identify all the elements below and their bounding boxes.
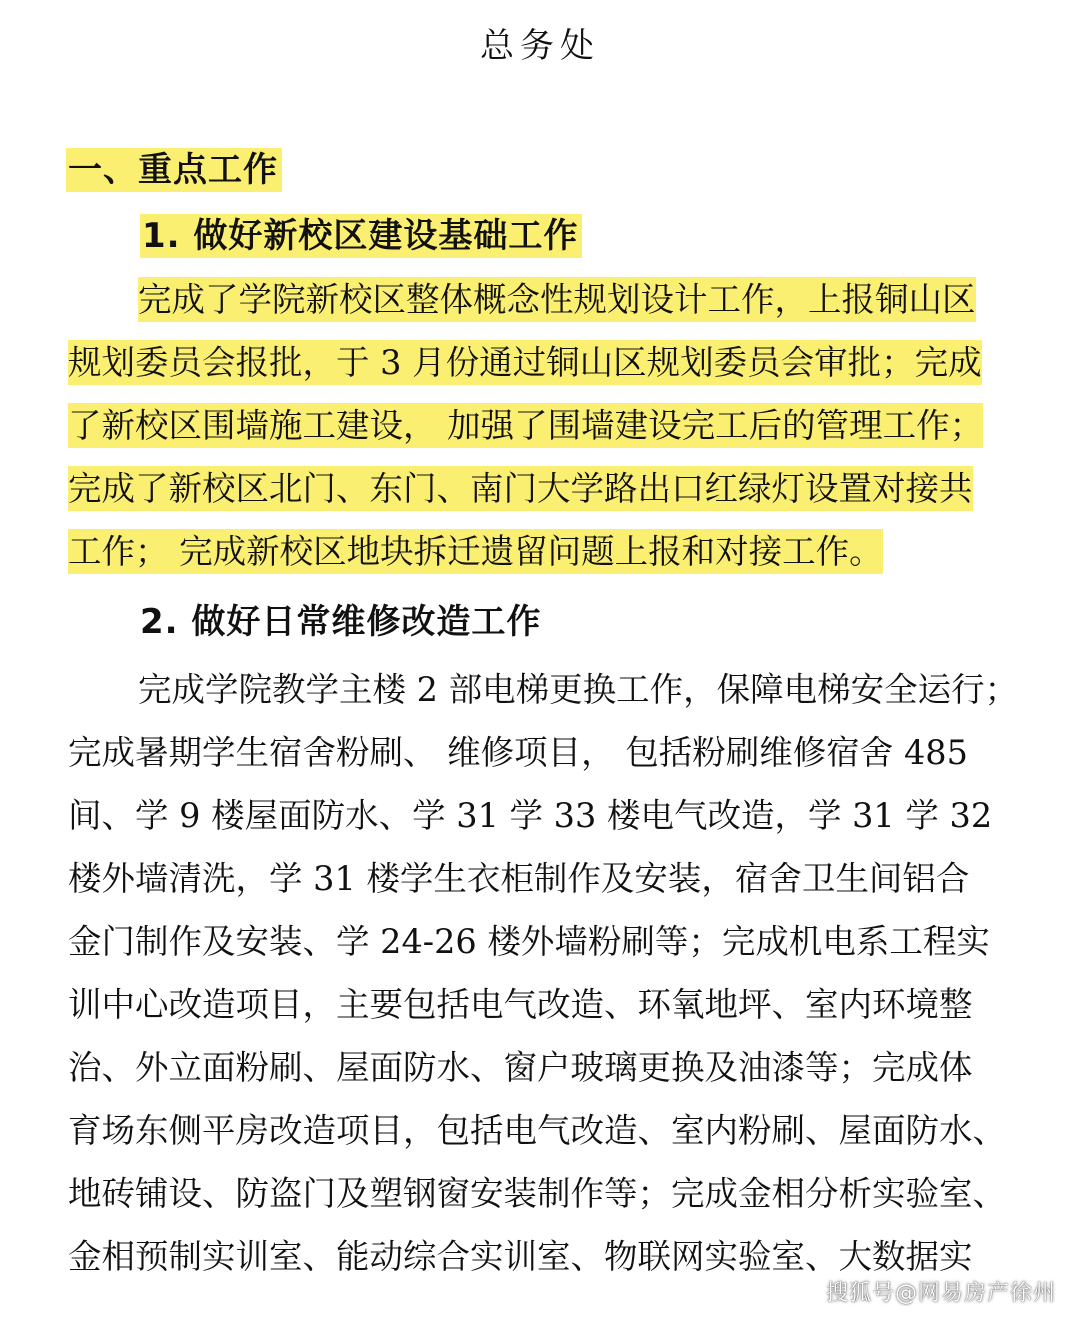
paragraph-line xyxy=(68,331,1048,394)
page-title: 总务处 xyxy=(480,26,600,66)
line-text: 育场东侧平房改造项目，包括电气改造、室内粉刷、屋面防水、 xyxy=(68,1111,1006,1150)
paragraph-line xyxy=(68,658,1048,721)
paragraph-line xyxy=(68,910,1048,973)
subsection-1-paragraph xyxy=(68,268,1048,583)
subsection-1-heading-text: 1. 做好新校区建设基础工作 xyxy=(140,214,582,258)
section-heading-text: 一、重点工作 xyxy=(66,148,282,192)
paragraph-line xyxy=(68,1036,1048,1099)
paragraph-line xyxy=(68,721,1048,784)
paragraph-line xyxy=(68,394,1048,457)
line-text: 完成暑期学生宿舍粉刷、 维修项目， 包括粉刷维修宿舍 485 xyxy=(68,733,968,772)
line-text: 规划委员会报批，于 3 月份通过铜山区规划委员会审批；完成 xyxy=(68,340,982,385)
line-text: 训中心改造项目，主要包括电气改造、环氧地坪、室内环境整 xyxy=(68,985,973,1024)
line-text: 楼外墙清洗，学 31 楼学生衣柜制作及安装，宿舍卫生间铝合 xyxy=(68,859,970,898)
subsection-2-heading-text: 2. 做好日常维修改造工作 xyxy=(140,602,542,642)
line-text: 完成了学院新校区整体概念性规划设计工作，上报铜山区 xyxy=(138,277,976,322)
line-text: 完成学院教学主楼 2 部电梯更换工作，保障电梯安全运行； xyxy=(138,670,1019,709)
line-text: 间、学 9 楼屋面防水、学 31 学 33 楼电气改造，学 31 学 32 xyxy=(68,796,993,835)
line-text: 工作； 完成新校区地块拆迁遗留问题上报和对接工作。 xyxy=(68,529,883,574)
section-heading xyxy=(66,148,282,192)
paragraph-line xyxy=(68,784,1048,847)
line-text: 金相预制实训室、能动综合实训室、物联网实验室、大数据实 xyxy=(68,1237,973,1276)
line-text: 完成了新校区北门、东门、南门大学路出口红绿灯设置对接共 xyxy=(68,466,973,511)
subsection-1-heading xyxy=(140,214,582,258)
paragraph-line xyxy=(68,520,1048,583)
paragraph-line xyxy=(68,268,1048,331)
subsection-2-paragraph xyxy=(68,658,1048,1288)
line-text: 金门制作及安装、学 24-26 楼外墙粉刷等；完成机电系工程实 xyxy=(68,922,990,961)
paragraph-line xyxy=(68,1099,1048,1162)
line-text: 地砖铺设、防盗门及塑钢窗安装制作等；完成金相分析实验室、 xyxy=(68,1174,1006,1213)
watermark: 搜狐号@网易房产徐州 xyxy=(825,1281,1056,1306)
paragraph-line xyxy=(68,457,1048,520)
paragraph-line xyxy=(68,847,1048,910)
line-text: 了新校区围墙施工建设， 加强了围墙建设完工后的管理工作； xyxy=(68,403,983,448)
paragraph-line xyxy=(68,973,1048,1036)
paragraph-line xyxy=(68,1162,1048,1225)
subsection-2-heading xyxy=(140,600,541,644)
line-text: 治、外立面粉刷、屋面防水、窗户玻璃更换及油漆等；完成体 xyxy=(68,1048,973,1087)
